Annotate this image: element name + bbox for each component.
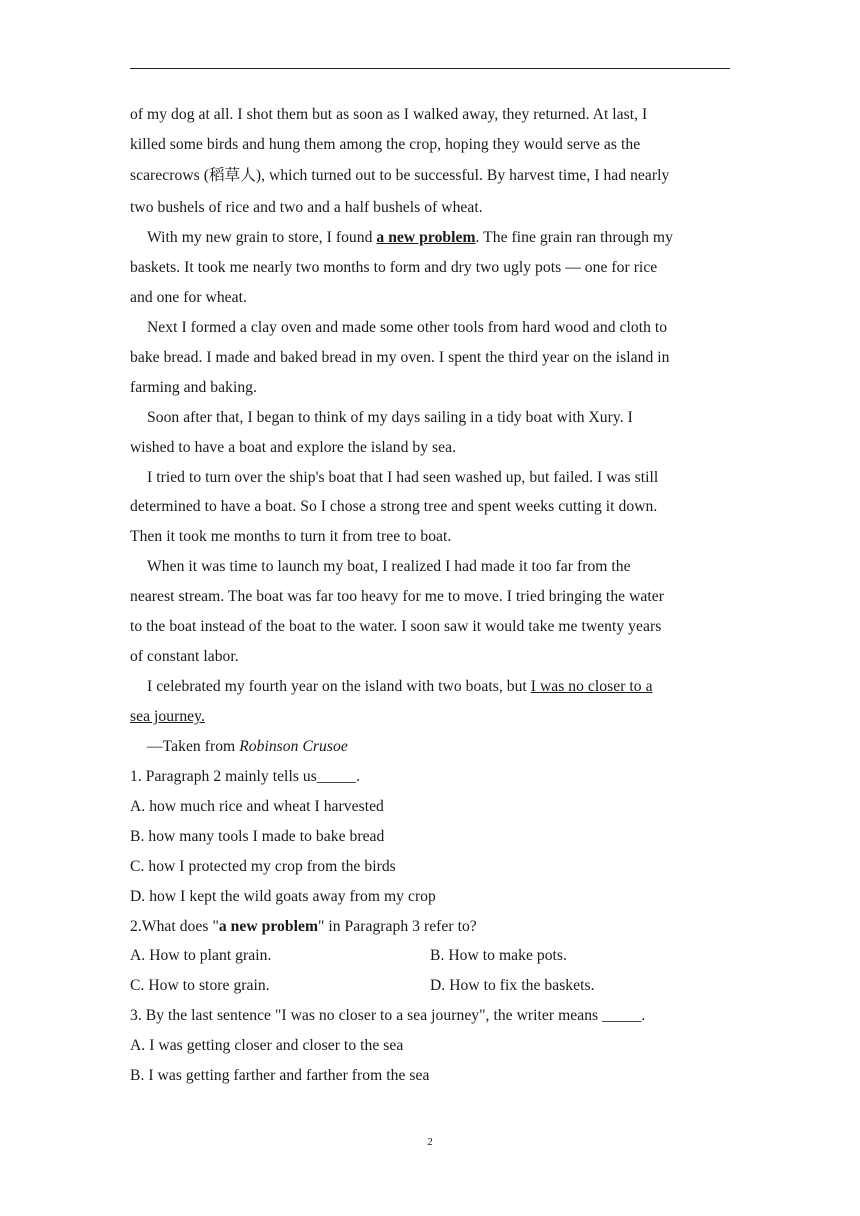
passage-line: nearest stream. The boat was far too heavy for me to move. I tried bringing the water [130,588,664,605]
passage-line: scarecrows (稻草人), which turned out to be successful. By harvest time, I had nearly [130,167,670,184]
source-prefix: —Taken from [147,738,240,755]
answer-option: B. How to make pots. [430,947,568,964]
passage-line [147,228,673,248]
passage-text: . The fine grain ran through my [475,229,673,246]
underlined-sentence: sea journey. [130,708,205,725]
answer-option: A. I was getting closer and closer to the sea [130,1037,404,1054]
question-stem [130,917,477,937]
question-stem: 3. By the last sentence "I was no closer to a sea journey", the writer means _____. [130,1007,646,1024]
passage-line: farming and baking. [130,379,257,396]
passage-line [147,677,653,697]
passage-line: wished to have a boat and explore the island by sea. [130,439,457,456]
passage-line: I tried to turn over the ship's boat that I had seen washed up, but failed. I was still [147,469,659,486]
passage-line: to the boat instead of the boat to the water. I soon saw it would take me twenty years [130,618,662,635]
passage-line [130,707,205,727]
answer-option: B. how many tools I made to bake bread [130,828,385,845]
answer-option: A. how much rice and wheat I harvested [130,798,384,815]
bold-phrase: a new problem [218,918,318,935]
passage-line: determined to have a boat. So I chose a strong tree and spent weeks cutting it down. [130,498,658,515]
underlined-sentence: I was no closer to a [530,678,653,695]
question-text: " in Paragraph 3 refer to? [318,918,477,935]
source-citation [147,737,348,757]
source-title: Robinson Crusoe [239,738,348,755]
passage-line: and one for wheat. [130,289,247,306]
header-rule [130,68,730,69]
passage-line: two bushels of rice and two and a half bushels of wheat. [130,199,483,216]
answer-option: B. I was getting farther and farther from the sea [130,1067,430,1084]
passage-line: Soon after that, I began to think of my days sailing in a tidy boat with Xury. I [147,409,633,426]
passage-text: I celebrated my fourth year on the island with two boats, but [147,678,531,695]
passage-line: killed some birds and hung them among the crop, hoping they would serve as the [130,136,641,153]
page-number: 2 [427,1136,433,1148]
answer-option: C. how I protected my crop from the birds [130,858,396,875]
answer-option: C. How to store grain. [130,977,270,994]
answer-option: D. how I kept the wild goats away from my crop [130,888,436,905]
question-text: 2.What does " [130,918,219,935]
passage-line: When it was time to launch my boat, I realized I had made it too far from the [147,558,631,575]
passage-line: baskets. It took me nearly two months to form and dry two ugly pots — one for rice [130,259,658,276]
answer-option: D. How to fix the baskets. [430,977,595,994]
passage-line: Next I formed a clay oven and made some other tools from hard wood and cloth to [147,319,668,336]
passage-line: bake bread. I made and baked bread in my oven. I spent the third year on the island in [130,349,670,366]
answer-option: A. How to plant grain. [130,947,272,964]
passage-line: Then it took me months to turn it from tree to boat. [130,528,452,545]
passage-text: With my new grain to store, I found [147,229,377,246]
highlighted-phrase: a new problem [376,229,476,246]
passage-line: of my dog at all. I shot them but as soon as I walked away, they returned. At last, I [130,106,648,123]
passage-line: of constant labor. [130,648,239,665]
question-stem: 1. Paragraph 2 mainly tells us_____. [130,768,361,785]
